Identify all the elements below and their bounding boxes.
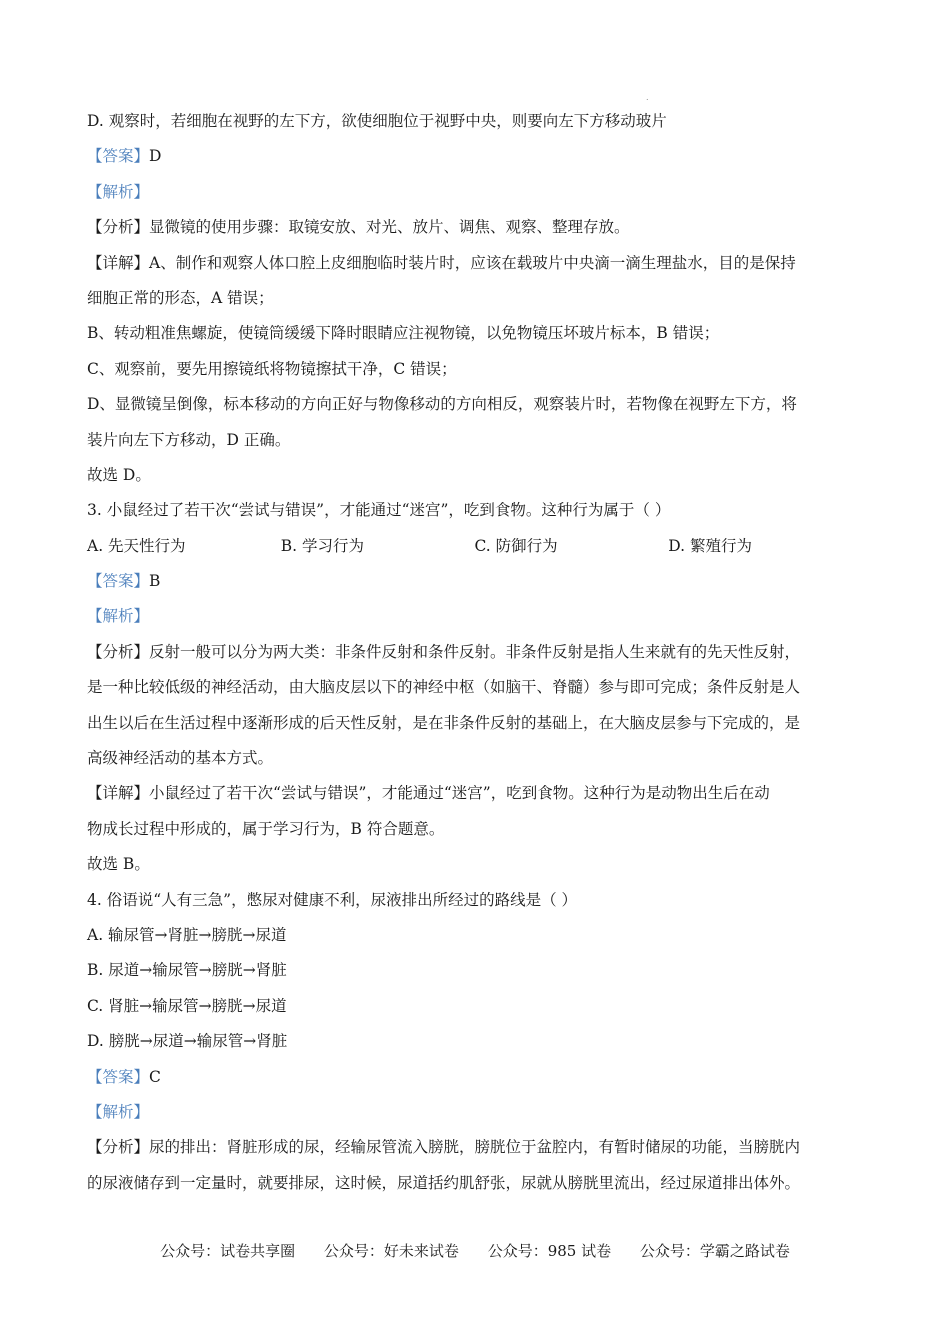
analysis-q3-line1 <box>87 635 862 670</box>
analysis-q3-line3: 出生以后在生活过程中逐渐形成的后天性反射，是在非条件反射的基础上，在大脑皮层参与下完成的，是 <box>87 713 801 732</box>
detail-q2-d2: 装片向左下方移动，D 正确。 <box>87 430 291 449</box>
fenxi-tag: 【分析】 <box>87 1138 150 1157</box>
analysis-q4-line2: 的尿液储存到一定量时，就要排尿，这时候，尿道括约肌舒张，尿就从膀胱里流出，经过尿道排出体外。 <box>87 1173 801 1192</box>
detail-text: A、制作和观察人体口腔上皮细胞临时装片时，应该在载玻片中央滴一滴生理盐水，目的是保持 <box>149 253 796 272</box>
detail-tag: 【详解】 <box>87 253 150 272</box>
option-a: A. 先天性行为 <box>87 536 186 555</box>
detail-q2-line1 <box>87 246 862 281</box>
answer-tag: 【答案】 <box>87 147 150 166</box>
option-d: D. 繁殖行为 <box>668 536 752 555</box>
option-c: C. 防御行为 <box>474 536 558 555</box>
answer-value: D <box>149 147 162 166</box>
option-d: D. 膀胱→尿道→输尿管→肾脏 <box>87 1032 288 1051</box>
question-3-options <box>87 529 862 564</box>
option-b: B. 学习行为 <box>280 536 364 555</box>
answer-value: B <box>149 572 161 591</box>
top-mark: . <box>646 93 649 102</box>
answer-tag: 【答案】 <box>87 1067 150 1086</box>
footer-account-3: 公众号：985 试卷 <box>487 1242 612 1260</box>
answer-q2 <box>87 139 862 174</box>
footer-account-2: 公众号：好未来试卷 <box>323 1242 459 1260</box>
fenxi-text: 显微镜的使用步骤：取镜安放、对光、放片、调焦、观察、整理存放。 <box>149 218 630 237</box>
analysis-tag: 【解析】 <box>87 182 150 201</box>
detail-q2-d1: D、显微镜呈倒像，标本移动的方向正好与物像移动的方向相反，观察装片时，若物像在视野左下方，将 <box>87 395 797 414</box>
conclusion-q3: 故选 B。 <box>87 855 150 874</box>
analysis-tag: 【解析】 <box>87 1102 150 1121</box>
footer-account-4: 公众号：学霸之路试卷 <box>639 1242 790 1260</box>
option-d-q2: D. 观察时，若细胞在视野的左下方，欲使细胞位于视野中央，则要向左下方移动玻片 <box>87 112 667 130</box>
analysis-heading-q2 <box>87 175 862 210</box>
detail-q3-line2: 物成长过程中形成的，属于学习行为，B 符合题意。 <box>87 819 445 838</box>
answer-q3 <box>87 564 862 599</box>
analysis-q2 <box>87 210 862 245</box>
conclusion-q2: 故选 D。 <box>87 465 151 484</box>
fenxi-tag: 【分析】 <box>87 642 150 661</box>
detail-q3-line1 <box>87 776 862 811</box>
footer <box>0 1240 950 1261</box>
footer-account-1: 公众号：试卷共享圈 <box>160 1242 296 1260</box>
analysis-heading-q4 <box>87 1095 862 1130</box>
analysis-heading-q3 <box>87 599 862 634</box>
detail-q2-c: C、观察前，要先用擦镜纸将物镜擦拭干净，C 错误； <box>87 359 457 378</box>
detail-text: 小鼠经过了若干次“尝试与错误”，才能通过“迷宫”，吃到食物。这种行为是动物出生后在动 <box>149 784 770 803</box>
answer-value: C <box>149 1067 161 1086</box>
analysis-tag: 【解析】 <box>87 607 150 626</box>
detail-q2-b: B、转动粗准焦螺旋，使镜筒缓缓下降时眼睛应注视物镜，以免物镜压坏玻片标本，B 错误； <box>87 324 720 343</box>
option-b: B. 尿道→输尿管→膀胱→肾脏 <box>87 961 287 980</box>
answer-tag: 【答案】 <box>87 572 150 591</box>
fenxi-text: 尿的排出：肾脏形成的尿，经输尿管流入膀胱，膀胱位于盆腔内，有暂时储尿的功能，当膀胱内 <box>149 1138 801 1157</box>
analysis-q3-line4: 高级神经活动的基本方式。 <box>87 749 274 768</box>
fenxi-tag: 【分析】 <box>87 218 150 237</box>
detail-tag: 【详解】 <box>87 784 150 803</box>
detail-q2-line2: 细胞正常的形态，A 错误； <box>87 288 274 307</box>
document-body <box>87 104 862 1201</box>
analysis-q4-line1 <box>87 1130 862 1165</box>
question-3: 3. 小鼠经过了若干次“尝试与错误”，才能通过“迷宫”，吃到食物。这种行为属于（ ） <box>87 501 671 520</box>
answer-q4 <box>87 1060 862 1095</box>
option-c: C. 肾脏→输尿管→膀胱→尿道 <box>87 996 287 1015</box>
analysis-q3-line2: 是一种比较低级的神经活动，由大脑皮层以下的神经中枢（如脑干、脊髓）参与即可完成；条件反射是人 <box>87 678 801 697</box>
question-4: 4. 俗语说“人有三急”，憋尿对健康不利，尿液排出所经过的路线是（ ） <box>87 890 577 909</box>
fenxi-text: 反射一般可以分为两大类：非条件反射和条件反射。非条件反射是指人生来就有的先天性反射， <box>149 642 801 661</box>
option-a: A. 输尿管→肾脏→膀胱→尿道 <box>87 925 287 944</box>
